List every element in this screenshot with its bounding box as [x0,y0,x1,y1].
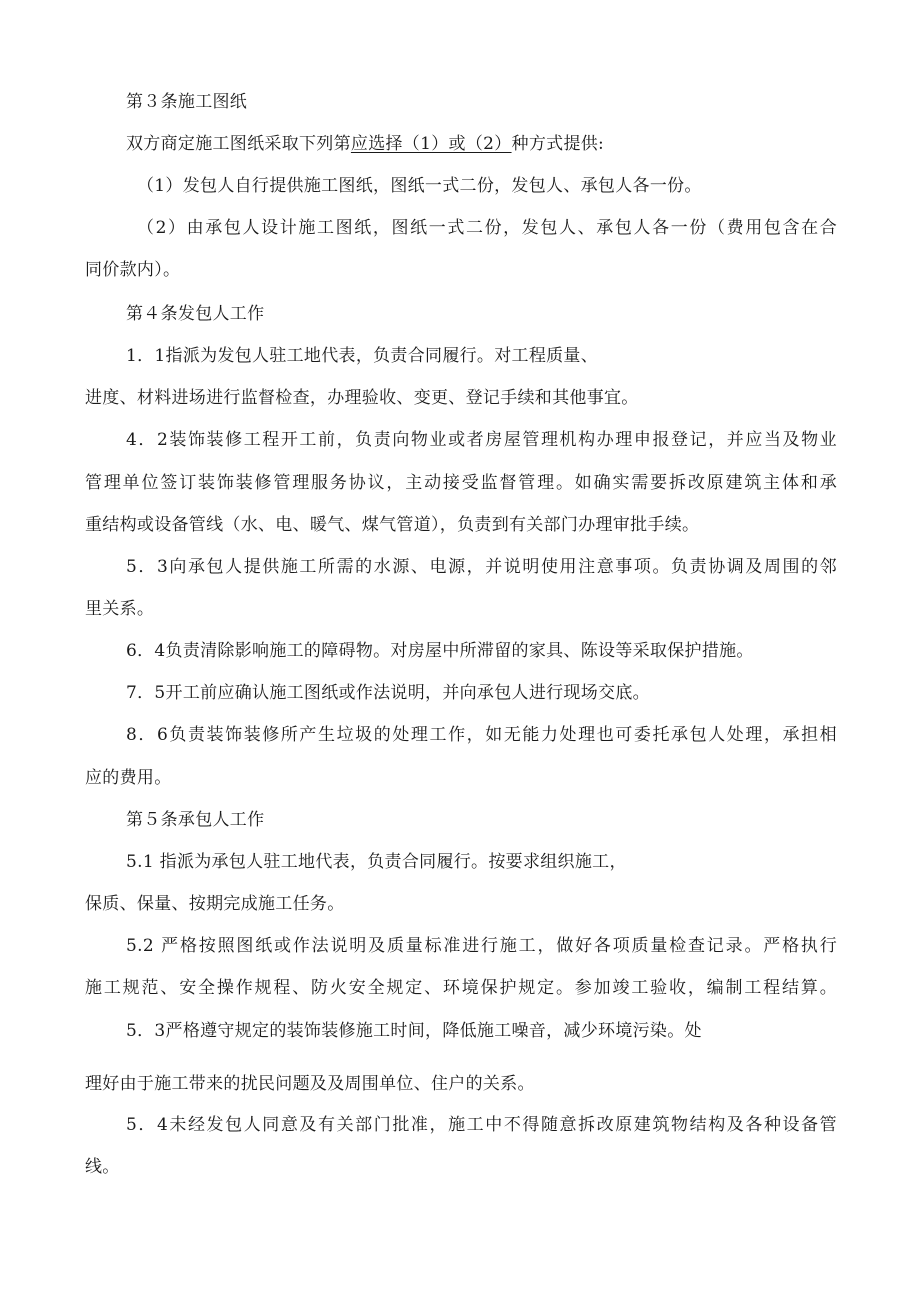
article-4-item-6-line-2: 应的费用。 [85,768,172,788]
article-5-heading: 第５条承包人工作 [126,810,265,830]
article-5-item-4-line-2: 线。 [85,1157,120,1177]
article-3-option-2-line-1: （2）由承包人设计施工图纸，图纸一式二份，发包人、承包人各一份（费用包含在合 [137,218,837,238]
article-3-intro-tail: 种方式提供: [511,134,605,154]
article-4-item-6-line-1: 8．6负责装饰装修所产生垃圾的处理工作，如无能力处理也可委托承包人处理，承担相 [126,725,837,745]
article-5-item-2-line-2: 施工规范、安全操作规程、防火安全规定、环境保护规定。参加竣工验收，编制工程结算。 [85,978,837,998]
article-3-intro-text: 双方商定施工图纸采取下列第 [126,134,351,154]
article-5-item-3-line-2: 理好由于施工带来的扰民问题及及周围单位、住户的关系。 [85,1074,535,1094]
article-3-option-2-line-2: 同价款内）。 [85,260,181,280]
article-4-item-5: 7．5开工前应确认施工图纸或作法说明，并向承包人进行现场交底。 [126,683,650,703]
article-5-item-4-line-1: 5．4未经发包人同意及有关部门批准，施工中不得随意拆改原建筑物结构及各种设备管 [126,1115,837,1135]
article-4-item-1-line-2: 进度、材料进场进行监督检查，办理验收、变更、登记手续和其他事宜。 [85,388,639,408]
article-5-item-2-line-1: 5.2 严格按照图纸或作法说明及质量标准进行施工，做好各项质量检查记录。严格执行 [126,936,837,956]
article-4-item-3-line-2: 里关系。 [85,599,155,619]
article-3-option-1: （1）发包人自行提供施工图纸，图纸一式二份，发包人、承包人各一份。 [137,176,702,196]
article-5-item-1-line-2: 保质、保量、按期完成施工任务。 [85,894,345,914]
article-4-item-4: 6．4负责清除影响施工的障碍物。对房屋中所滞留的家具、陈设等采取保护措施。 [126,641,754,661]
article-3-intro [126,132,604,156]
article-4-item-3-line-1: 5．3向承包人提供施工所需的水源、电源，并说明使用注意事项。负责协调及周围的邻 [126,557,837,577]
article-4-item-2-line-1: 4．2装饰装修工程开工前，负责向物业或者房屋管理机构办理申报登记，并应当及物业 [126,430,837,450]
article-4-heading: 第４条发包人工作 [126,304,265,324]
article-3-intro-choice: 应选择（1）或（2） [350,134,512,154]
article-3-heading: 第３条施工图纸 [126,92,248,112]
article-5-item-1-line-1: 5.1 指派为承包人驻工地代表，负责合同履行。按要求组织施工， [126,852,627,872]
article-4-item-2-line-3: 重结构或设备管线（水、电、暖气、煤气管道），负责到有关部门办理审批手续。 [85,515,700,535]
article-5-item-3-line-1: 5．3严格遵守规定的装饰装修施工时间，降低施工噪音，减少环境污染。处 [126,1021,702,1041]
article-4-item-1-line-1: 1．1指派为发包人驻工地代表，负责合同履行。对工程质量、 [126,346,599,366]
article-4-item-2-line-2: 管理单位签订装饰装修管理服务协议，主动接受监督管理。如确实需要拆改原建筑主体和承 [85,473,837,493]
